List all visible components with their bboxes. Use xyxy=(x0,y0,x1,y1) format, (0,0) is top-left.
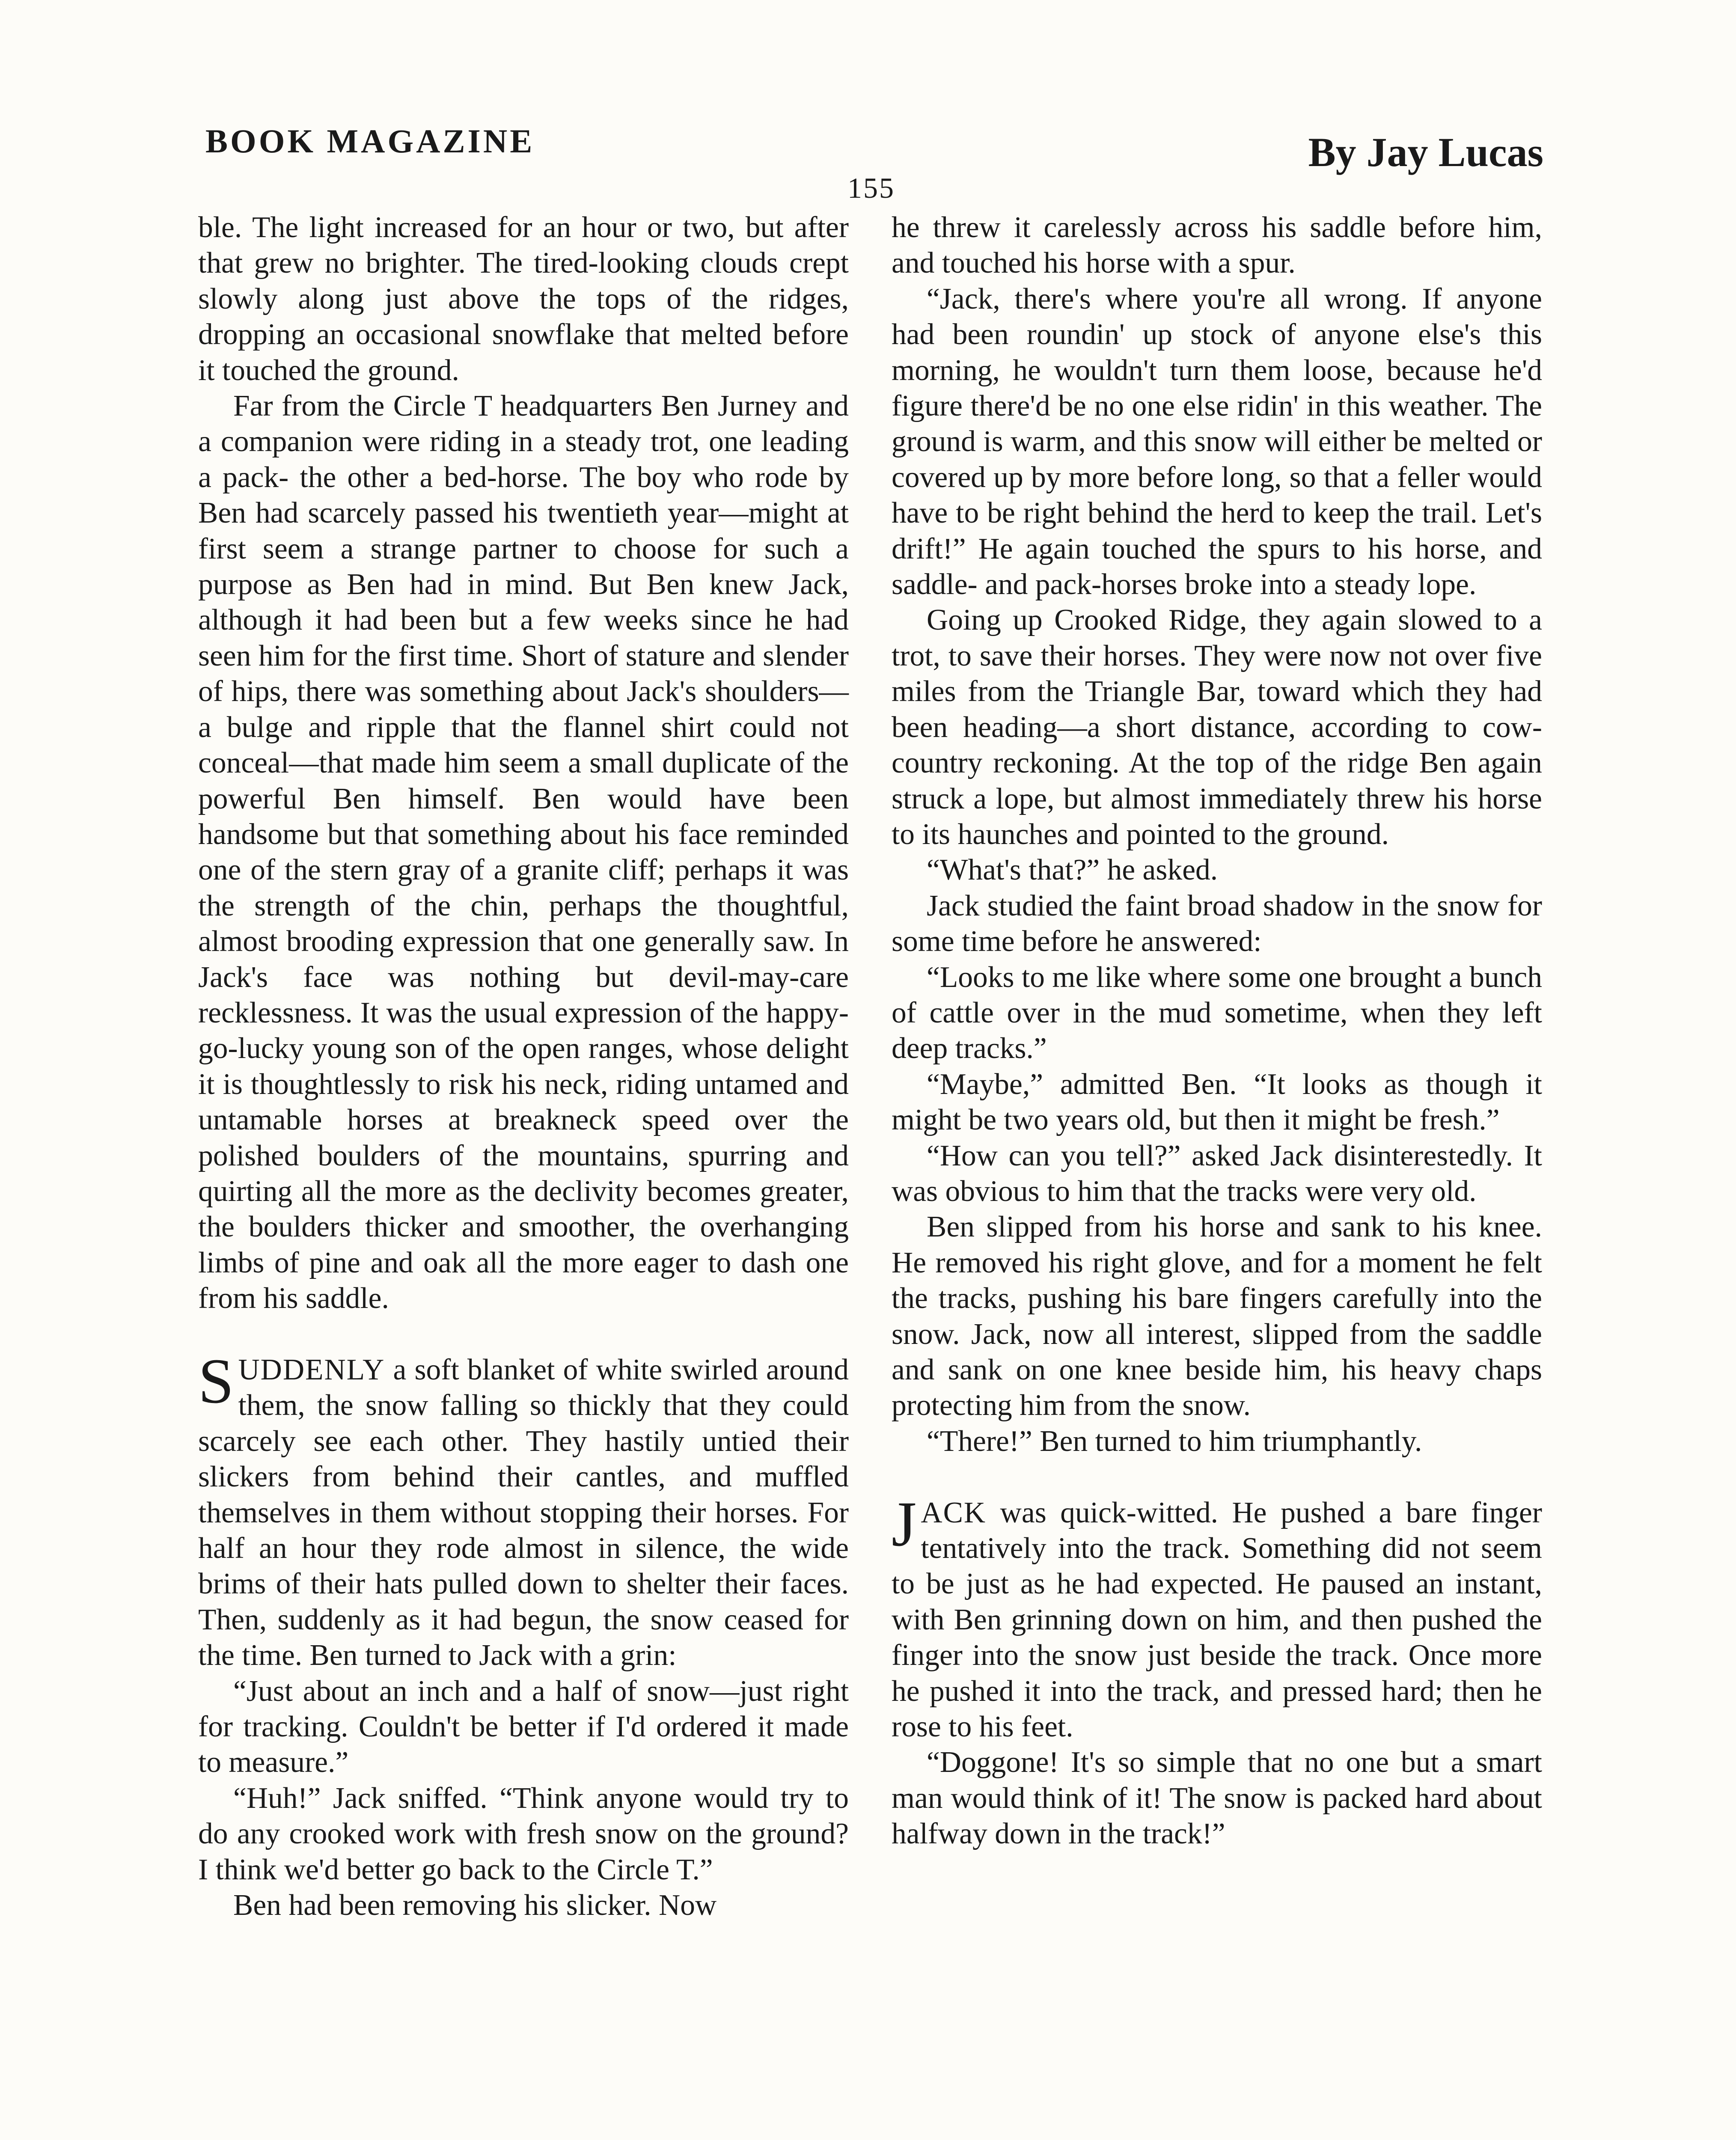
drop-cap: J xyxy=(892,1488,917,1560)
paragraph: “Doggone! It's so simple that no one but a smart man would think of it! The snow is packed hard about halfway down in the track!” xyxy=(892,1746,1542,1851)
small-caps-lead: UDDENLY xyxy=(238,1353,385,1386)
paragraph: ble. The light increased for an hour or two, but after that grew no brighter. The tired-looking clouds crept slowly along just above the tops of the ridges, dropping an occasional snowflake that melted before it touched the ground. xyxy=(198,211,849,387)
section-paragraph xyxy=(198,1345,849,1673)
paragraph: “Looks to me like where some one brought a bunch of cattle over in the mud sometime, when they left deep tracks.” xyxy=(892,960,1542,1065)
paragraph: Ben had been removing his slicker. Now xyxy=(233,1889,717,1922)
paragraph: Jack studied the faint broad shadow in the snow for some time before he answered: xyxy=(892,889,1542,958)
left-column xyxy=(198,210,849,1923)
paragraph: “What's that?” he asked. xyxy=(927,853,1218,887)
page-number: 155 xyxy=(847,172,895,204)
paragraph: “Jack, there's where you're all wrong. If anyone had been roundin' up stock of anyone else's this morning, he wouldn't turn them loose, because he'd figure there'd be no one else ridin' in this weather. The ground is warm, and this snow will either be melted or covered up by more before long, so that a feller would have to be right behind the herd to keep the trail. Let's drift!” He again touched the spurs to his horse, and saddle- and pack-horses broke into a steady lope. xyxy=(892,282,1542,601)
paragraph: he threw it carelessly across his saddle before him, and touched his horse with a spur. xyxy=(892,211,1542,280)
paragraph-text: was quick-witted. He pushed a bare finger tentatively into the track. Something did not seem to be just as he had expected. He paused an instant, with Ben grinning down on him, and then pushed the finger into the snow just beside the track. Once more he pushed it into the track, and pressed hard; then he rose to his feet. xyxy=(892,1496,1542,1744)
author-byline: By Jay Lucas xyxy=(1308,129,1543,175)
paragraph: “There!” Ben turned to him triumphantly. xyxy=(927,1424,1422,1458)
drop-cap: S xyxy=(198,1345,234,1417)
section-paragraph xyxy=(892,1488,1542,1745)
paragraph: Ben slipped from his horse and sank to his knee. He removed his right glove, and for a moment he felt the tracks, pushing his bare fingers carefully into the snow. Jack, now all interest, slipped from the saddle and sank on one knee beside him, his heavy chaps protecting him from the snow. xyxy=(892,1210,1542,1422)
paragraph: Far from the Circle T headquarters Ben Jurney and a companion were riding in a steady trot, one leading a pack- the other a bed-horse. The boy who rode by Ben had scarcely passed his twentieth year—might at first seem a strange partner to choose for such a purpose as Ben had in mind. But Ben knew Jack, although it had been but a few weeks since he had seen him for the first time. Short of stature and slender of hips, there was something about Jack's shoulders—a bulge and ripple that the flannel shirt could not conceal—that made him seem a small duplicate of the powerful Ben himself. Ben would have been handsome but that something about his face reminded one of the stern gray of a granite cliff; perhaps it was the strength of the chin, perhaps the thoughtful, almost brooding expression that one generally saw. In Jack's face was nothing but devil-may-care recklessness. It was the usual expression of the happy-go-lucky young son of the open ranges, whose delight it is thoughtlessly to risk his neck, riding untamed and untamable horses at breakneck speed over the polished boulders of the mountains, spurring and quirting all the more as the declivity becomes greater, the boulders thicker and smoother, the overhanging limbs of pine and oak all the more eager to dash one from his saddle. xyxy=(198,389,849,1315)
right-column xyxy=(892,210,1542,1852)
paragraph: “Maybe,” admitted Ben. “It looks as though it might be two years old, but then it might be fresh.” xyxy=(892,1067,1542,1137)
magazine-title: BOOK MAGAZINE xyxy=(205,122,535,160)
paragraph: “Huh!” Jack sniffed. “Think anyone would try to do any crooked work with fresh snow on the ground? I think we'd better go back to the Circle T.” xyxy=(198,1781,849,1886)
small-caps-lead: ACK xyxy=(921,1496,987,1529)
paragraph: Going up Crooked Ridge, they again slowed to a trot, to save their horses. They were now not over five miles from the Triangle Bar, toward which they had been heading—a short distance, according to cow-country reckoning. At the top of the ridge Ben again struck a lope, but almost immediately threw his horse to its haunches and pointed to the ground. xyxy=(892,603,1542,851)
paragraph-text: a soft blanket of white swirled around them, the snow falling so thickly that they could scarcely see each other. They hastily untied their slickers from behind their cantles, and muffled themselves in them without stopping their horses. For half an hour they rode almost in silence, the wide brims of their hats pulled down to shelter their faces. Then, suddenly as it had begun, the snow ceased for the time. Ben turned to Jack with a grin: xyxy=(198,1353,849,1672)
paragraph: “How can you tell?” asked Jack disinterestedly. It was obvious to him that the tracks were very old. xyxy=(892,1139,1542,1208)
paragraph: “Just about an inch and a half of snow—just right for tracking. Couldn't be better if I'd ordered it made to measure.” xyxy=(198,1674,849,1779)
